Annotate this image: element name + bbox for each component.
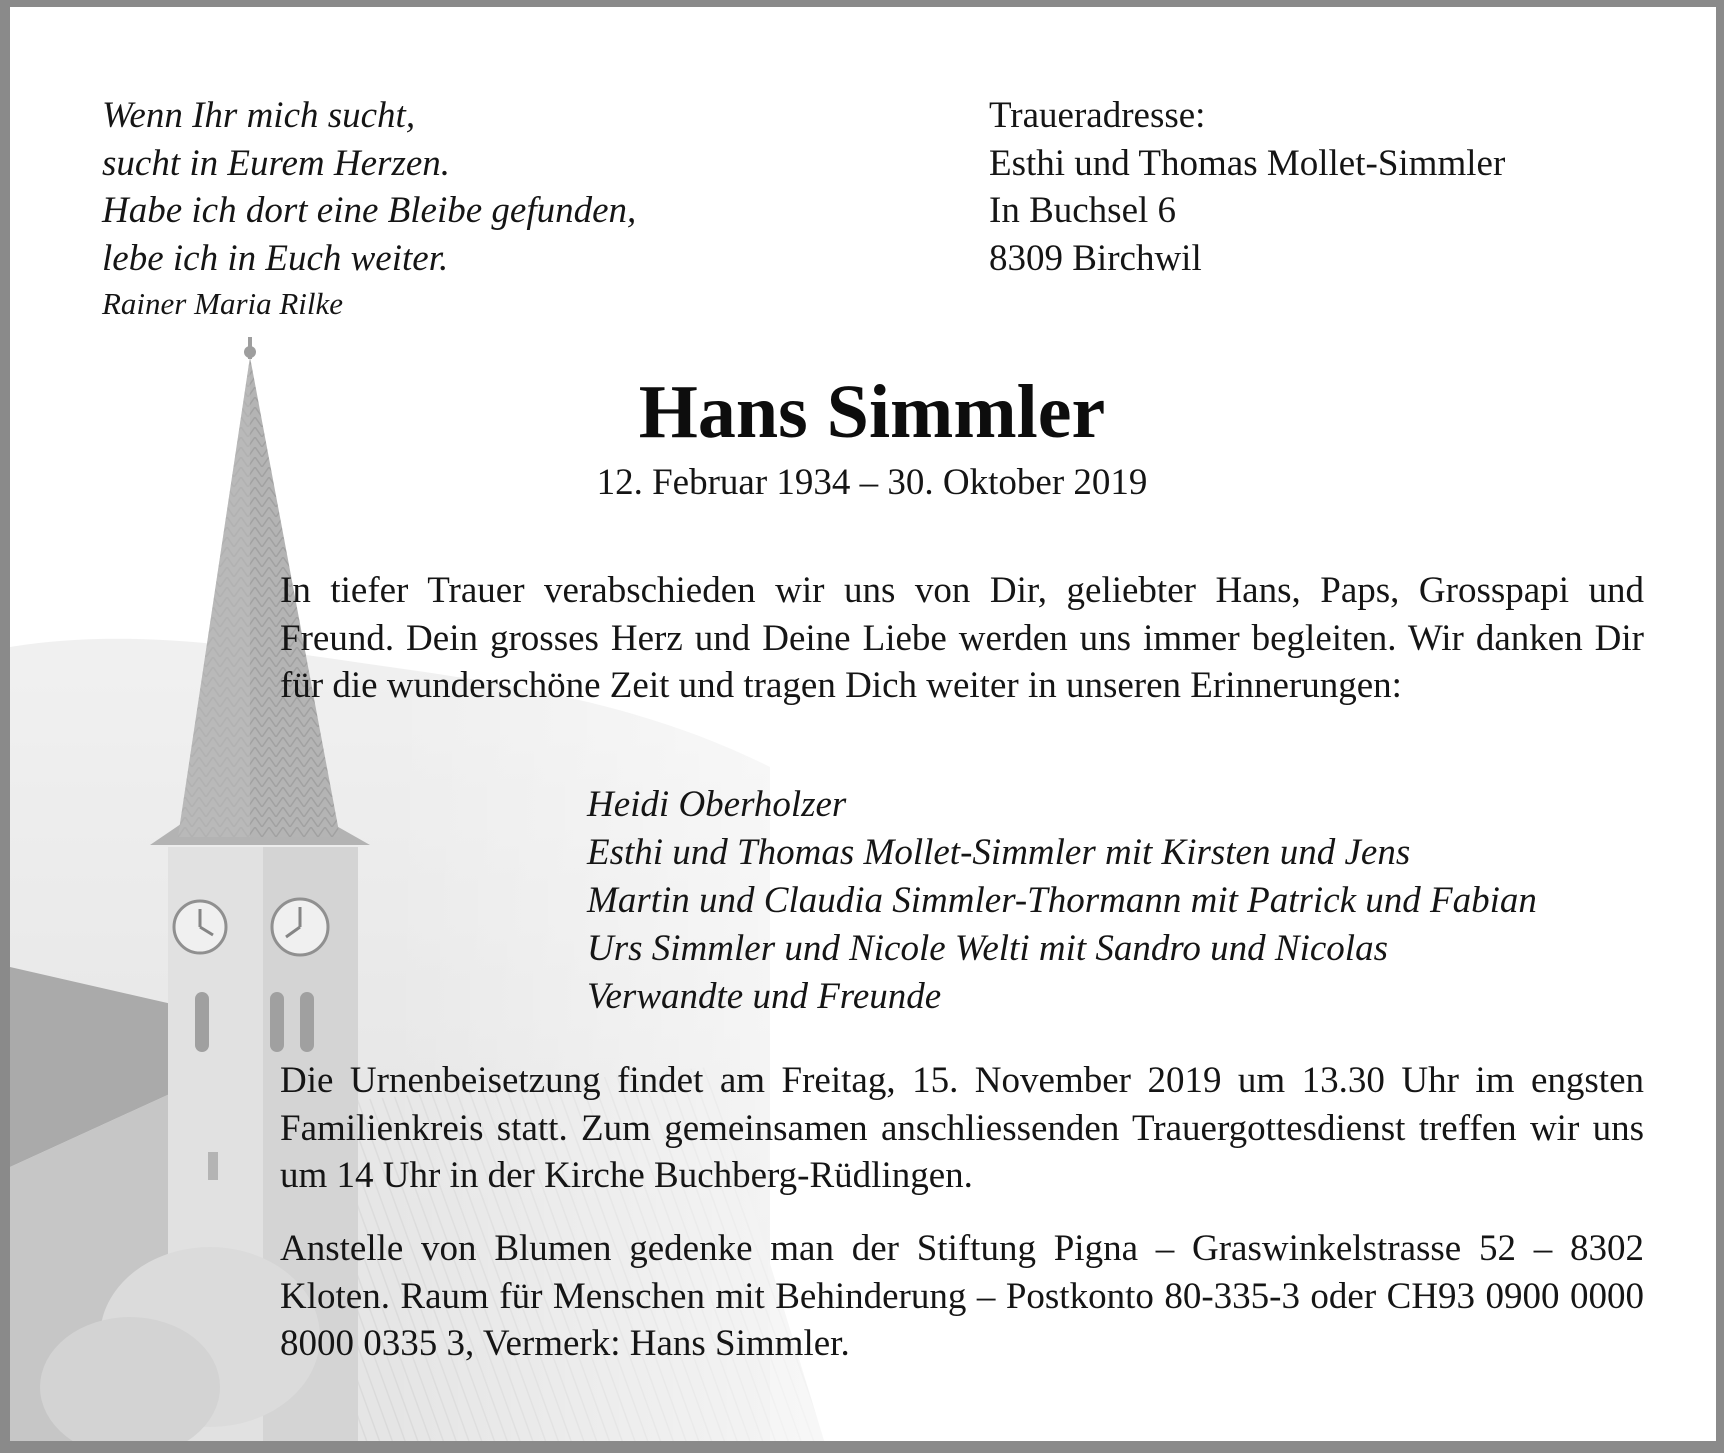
address-names: Esthi und Thomas Mollet-Simmler bbox=[989, 142, 1506, 184]
life-dates: 12. Februar 1934 – 30. Oktober 2019 bbox=[596, 462, 1148, 503]
mourner-entry: Heidi Oberholzer bbox=[587, 784, 847, 825]
mourner-entry: Martin und Claudia Simmler-Thormann mit Patrick und Fabian bbox=[587, 880, 1537, 921]
deceased-name: Hans Simmler bbox=[638, 370, 1106, 454]
poem-line: lebe ich in Euch weiter. bbox=[102, 237, 449, 279]
donation-paragraph: Anstelle von Blumen gedenke man der Stiftung Pigna – Graswinkelstrasse 52 – 8302 Kloten. Raum für Menschen mit Behinderung – Postkonto 80-335-3 oder CH93 0900 0000 8000 0335 3, Vermerk: Hans Simmler. bbox=[280, 1228, 1644, 1364]
mourning-address bbox=[989, 92, 1505, 282]
address-city: 8309 Birchwil bbox=[989, 237, 1202, 279]
address-street: In Buchsel 6 bbox=[989, 190, 1177, 231]
mourners-list bbox=[587, 781, 1537, 1021]
farewell-paragraph: In tiefer Trauer verabschieden wir uns von Dir, geliebter Hans, Paps, Grosspapi und Freund. Dein grosses Herz und Deine Liebe werden uns immer begleiten. Wir danken Dir für die wunderschöne Zeit und tragen Dich weiter in unseren Erinnerungen: bbox=[280, 570, 1644, 706]
burial-paragraph: Die Urnenbeisetzung findet am Freitag, 15. November 2019 um 13.30 Uhr im engsten Familienkreis statt. Zum gemeinsamen anschliessenden Trauergottesdienst treffen wir uns um 14 Uhr in der Kirche Buchberg-Rüdlingen. bbox=[280, 1060, 1644, 1196]
poem-line: Habe ich dort eine Bleibe gefunden, bbox=[102, 190, 637, 231]
poem-line: Wenn Ihr mich sucht, bbox=[102, 95, 416, 136]
mourner-entry: Verwandte und Freunde bbox=[587, 976, 942, 1017]
mourner-entry: Esthi und Thomas Mollet-Simmler mit Kirsten und Jens bbox=[587, 832, 1411, 873]
poem-line: sucht in Eurem Herzen. bbox=[102, 142, 451, 184]
mourner-entry: Urs Simmler und Nicole Welti mit Sandro und Nicolas bbox=[587, 928, 1388, 969]
rilke-poem bbox=[102, 92, 636, 326]
address-label: Traueradresse: bbox=[989, 95, 1206, 136]
poem-author: Rainer Maria Rilke bbox=[102, 286, 344, 321]
